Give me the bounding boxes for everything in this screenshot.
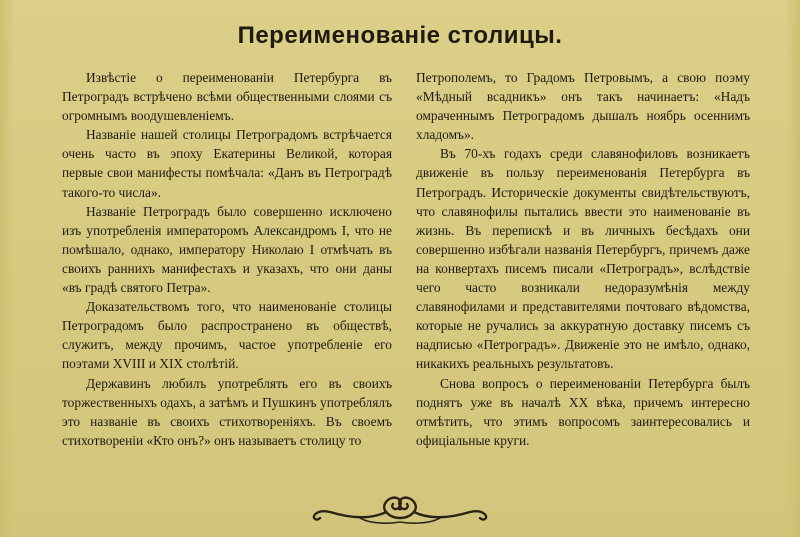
left-column <box>62 68 392 450</box>
paragraph-continuation: Петрополемъ, то Градомъ Петровымъ, а свою поэму «Мѣдный всадникъ» онъ такъ начинаетъ: «Надъ омраченнымъ Петроградомъ дышалъ ноябрь осеннимъ хладомъ». <box>416 70 750 143</box>
paragraph: Названіе Петроградъ было совершенно исключено изъ употребленія императоромъ Александромъ I, что не помѣшало, однако, императору Николаю I отмѣчать въ своихъ раннихъ манифестахъ и указахъ, что они даны «въ градѣ святого Петра». <box>62 203 392 296</box>
page-edge-right <box>786 0 800 537</box>
paragraph: Въ 70-хъ годахъ среди славянофиловъ возникаетъ движеніе въ пользу переименованія Петербурга въ Петроградъ. Историческіе документы свидѣтельствуютъ, что славянофилы пытались ввести это наименованіе въ жизнь. Въ перепискѣ и въ личныхъ бесѣдахъ они совершенно избѣгали названія Петербургъ, причемъ даже на конвертахъ писемъ писали «Петроградъ», вслѣдствіе чего часто возникали недоразумѣнія между славянофилами и представителями почтоваго вѣдомства, которые не ручались за аккуратную доставку писемъ съ надписью «Петроградъ». Движеніе это не имѣло, однако, никакихъ реальныхъ результатовъ. <box>416 146 750 372</box>
paragraph: Названіе нашей столицы Петроградомъ встрѣчается очень часто въ эпоху Екатерины Великой, которая первые свои манифесты помѣчала: «Данъ въ Петроградѣ такого-то числа». <box>62 127 392 200</box>
right-column <box>416 68 750 450</box>
decorative-ornament-icon <box>300 488 500 528</box>
page-edge-left <box>0 0 14 537</box>
paragraph: Доказательствомъ того, что наименованіе столицы Петроградомъ было распространено въ обществѣ, служитъ, между прочимъ, частое употребленіе его поэтами XVIII и XIX столѣтій. <box>62 299 392 372</box>
article-title: Переименованіе столицы. <box>237 22 563 49</box>
paragraph: Снова вопросъ о переименованіи Петербурга былъ поднятъ уже въ началѣ XX вѣка, причемъ интересно отмѣтить, что этимъ вопросомъ заинтересовались и офиціальные круги. <box>416 375 750 448</box>
paragraph: Извѣстіе о переименованіи Петербурга въ Петроградъ встрѣчено всѣми общественными слоями съ огромнымъ воодушевленіемъ. <box>62 70 392 124</box>
paragraph: Державинъ любилъ употреблять его въ своихъ торжественныхъ одахъ, а затѣмъ и Пушкинъ употреблялъ это названіе въ своихъ стихотвореніяхъ. Въ своемъ стихотвореніи «Кто онъ?» онъ называетъ столицу то <box>62 375 392 448</box>
